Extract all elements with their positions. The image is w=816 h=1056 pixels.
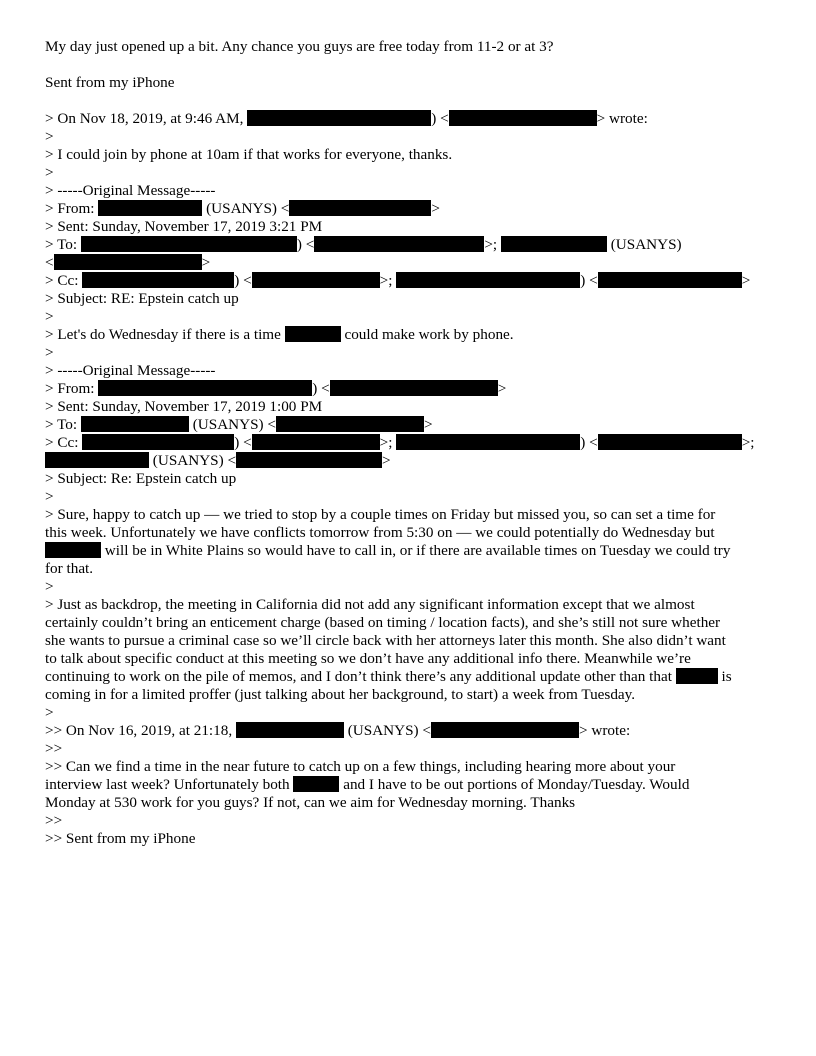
separator-text: >; <box>741 434 755 451</box>
message-body: she wants to pursue a criminal case so we’ll circle back with her attorneys later this month. She also didn’t want <box>45 632 726 649</box>
message-body <box>45 326 775 344</box>
original-message-separator: > -----Original Message----- <box>45 362 216 379</box>
redaction-bar <box>98 200 202 216</box>
email-signature: >> Sent from my iPhone <box>45 830 196 847</box>
redaction-bar <box>598 434 742 450</box>
original-message-separator: > -----Original Message----- <box>45 182 216 199</box>
email-signature: Sent from my iPhone <box>45 74 175 91</box>
sent-line: > Sent: Sunday, November 17, 2019 3:21 PM <box>45 218 323 235</box>
separator-text: ) < <box>580 434 598 451</box>
cc-label: > Cc: <box>45 434 79 451</box>
cc-label: > Cc: <box>45 272 79 289</box>
separator-text: >; <box>379 272 393 289</box>
body-text: and I have to be out portions of Monday/Tuesday. Would <box>343 776 690 793</box>
body-text: interview last week? Unfortunately both <box>45 776 290 793</box>
separator-text: > <box>382 452 391 469</box>
message-body <box>45 776 775 794</box>
message-body: to talk about specific conduct at this meeting so we don’t have any additional info there. Meanwhile we’re <box>45 650 691 667</box>
quote-marker: > <box>45 488 54 505</box>
body-text: is <box>721 668 732 685</box>
separator-text: ) < <box>234 434 252 451</box>
redaction-bar <box>289 200 431 216</box>
body-text: > Let's do Wednesday if there is a time <box>45 326 281 343</box>
body-text: will be in White Plains so would have to call in, or if there are available times on Tuesday we could try <box>104 542 731 559</box>
to-label: > To: <box>45 236 78 253</box>
quote-header-suffix: wrote: <box>591 722 631 739</box>
quote-marker: > <box>45 704 54 721</box>
separator-text: ) < <box>234 272 252 289</box>
message-body: >> Can we find a time in the near future to catch up on a few things, including hearing more about your <box>45 758 676 775</box>
quote-header-suffix: wrote: <box>609 110 648 127</box>
redaction-bar <box>252 434 380 450</box>
body-text: could make work by phone. <box>344 326 514 343</box>
from-org: (USANYS) < <box>206 200 290 217</box>
redaction-bar <box>396 434 580 450</box>
separator-text: < <box>45 254 54 271</box>
cc-line <box>45 434 775 452</box>
redaction-bar <box>293 776 339 792</box>
subject-line: > Subject: RE: Epstein catch up <box>45 290 239 307</box>
from-line <box>45 200 775 218</box>
separator-text: ) < <box>312 380 330 397</box>
message-body: for that. <box>45 560 94 577</box>
quote-marker: >> <box>45 812 63 829</box>
redaction-bar <box>396 272 580 288</box>
redaction-bar <box>45 542 101 558</box>
separator-text: > <box>741 272 751 289</box>
redaction-bar <box>431 722 579 738</box>
email-document <box>45 38 775 848</box>
quote-header <box>45 110 775 128</box>
quote-header-org: (USANYS) < <box>347 722 431 739</box>
separator-text: ) < <box>580 272 598 289</box>
to-label: > To: <box>45 416 78 433</box>
message-body: > Sure, happy to catch up — we tried to stop by a couple times on Friday but missed you, so can set a time for <box>45 506 716 523</box>
message-body: coming in for a limited proffer (just talking about her background, to start) a week from Tuesday. <box>45 686 636 703</box>
from-line <box>45 380 775 398</box>
quote-header-prefix: > On Nov 18, 2019, at 9:46 AM, <box>45 110 244 127</box>
message-body <box>45 668 775 686</box>
quote-header-prefix: >> On Nov 16, 2019, at 21:18, <box>45 722 233 739</box>
quote-marker: >> <box>45 740 63 757</box>
to-line <box>45 416 775 434</box>
redaction-bar <box>236 722 344 738</box>
redaction-bar <box>314 236 484 252</box>
to-org: (USANYS) < <box>192 416 276 433</box>
redaction-bar <box>598 272 742 288</box>
quote-marker: > <box>45 344 54 361</box>
redaction-bar <box>98 380 312 396</box>
redaction-bar <box>54 254 202 270</box>
redaction-bar <box>252 272 380 288</box>
separator-text: > <box>431 200 440 217</box>
quote-marker: > <box>45 308 54 325</box>
cc-org: (USANYS) < <box>152 452 237 469</box>
separator-text: > <box>497 380 507 397</box>
separator-text: ) < <box>431 110 449 127</box>
subject-line: > Subject: Re: Epstein catch up <box>45 470 237 487</box>
redaction-bar <box>676 668 718 684</box>
message-body: certainly couldn’t bring an enticement charge (based on timing / location facts), and she’s still not sure whether <box>45 614 721 631</box>
to-line-continued <box>45 254 775 272</box>
separator-text: > <box>201 254 211 271</box>
separator-text: > <box>578 722 588 739</box>
redaction-bar <box>449 110 597 126</box>
message-body <box>45 542 775 560</box>
message-body: > Just as backdrop, the meeting in California did not add any significant information except that we almost <box>45 596 695 613</box>
quote-header <box>45 722 775 740</box>
cc-line-continued <box>45 452 775 470</box>
separator-text: > <box>423 416 433 433</box>
quote-body: > I could join by phone at 10am if that works for everyone, thanks. <box>45 146 453 163</box>
redaction-bar <box>81 416 189 432</box>
quote-marker: > <box>45 578 54 595</box>
quote-marker: > <box>45 164 54 181</box>
redaction-bar <box>501 236 607 252</box>
from-label: > From: <box>45 200 95 217</box>
message-body: My day just opened up a bit. Any chance you guys are free today from 11-2 or at 3? <box>45 38 554 55</box>
to-line <box>45 236 775 254</box>
body-text: continuing to work on the pile of memos, and I don’t think there’s any additional update other than that <box>45 668 672 685</box>
from-label: > From: <box>45 380 95 397</box>
redaction-bar <box>236 452 382 468</box>
message-body: this week. Unfortunately we have conflicts tomorrow from 5:30 on — we could potentially do Wednesday but <box>45 524 715 541</box>
to-org: (USANYS) <box>610 236 682 253</box>
redaction-bar <box>81 236 297 252</box>
separator-text: ) < <box>296 236 315 253</box>
redaction-bar <box>82 434 234 450</box>
redaction-bar <box>247 110 431 126</box>
redaction-bar <box>330 380 498 396</box>
cc-line <box>45 272 775 290</box>
quote-marker: > <box>45 128 54 145</box>
separator-text: >; <box>484 236 498 253</box>
sent-line: > Sent: Sunday, November 17, 2019 1:00 PM <box>45 398 323 415</box>
message-body: Monday at 530 work for you guys? If not, can we aim for Wednesday morning. Thanks <box>45 794 576 811</box>
redaction-bar <box>276 416 424 432</box>
redaction-bar <box>45 452 149 468</box>
separator-text: > <box>596 110 606 127</box>
redaction-bar <box>82 272 234 288</box>
redaction-bar <box>285 326 341 342</box>
separator-text: >; <box>379 434 393 451</box>
